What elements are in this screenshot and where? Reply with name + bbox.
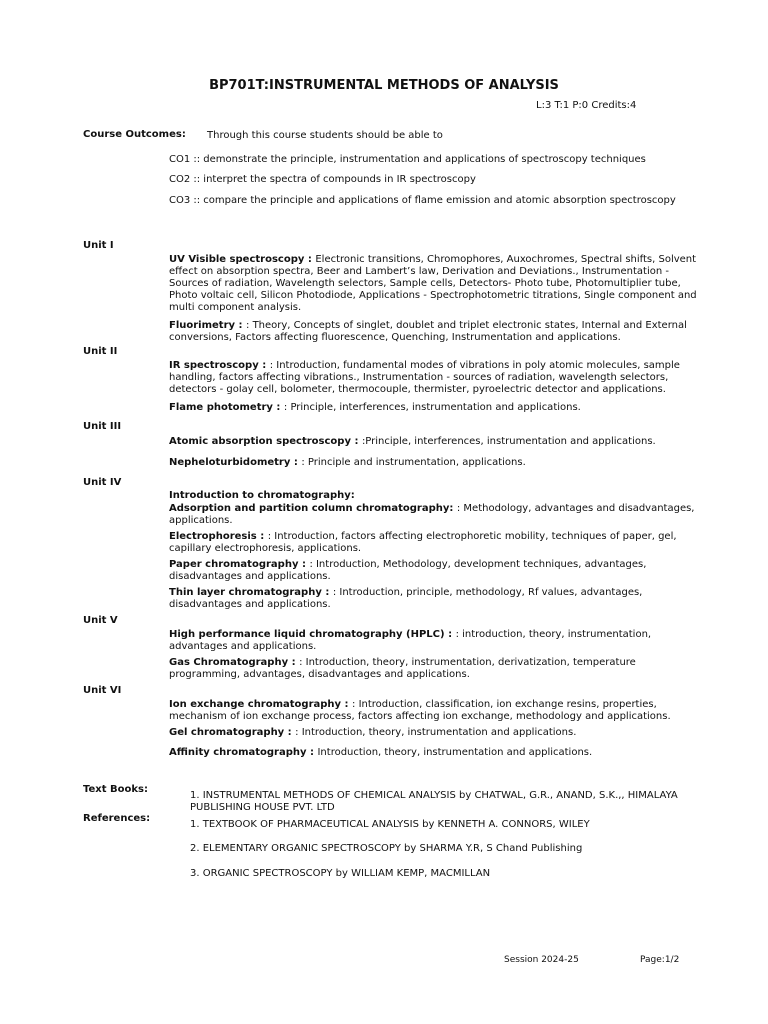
topic-head: Flame photometry : — [169, 402, 284, 413]
topic-text: : Theory, Concepts of singlet, doublet and triplet electronic states, Internal and External conversions, Factors affecting fluorescence, Quenching, Instrumentation and applications. — [169, 320, 687, 343]
topic — [169, 559, 704, 583]
text-books-label: Text Books: — [83, 784, 148, 795]
topic-head: Atomic absorption spectroscopy : — [169, 436, 362, 447]
topic-head: Adsorption and partition column chromatography: — [169, 503, 457, 514]
unit-1-topics — [169, 254, 704, 350]
topic — [169, 436, 704, 448]
topic-text: : Introduction, theory, instrumentation, derivatization, temperature programming, advantages, disadvantages and applications. — [169, 657, 636, 680]
unit-3-topics — [169, 436, 704, 475]
topic-head: Thin layer chromatography : — [169, 587, 333, 598]
topic — [169, 727, 704, 739]
text-book-item: 1. INSTRUMENTAL METHODS OF CHEMICAL ANALYSIS by CHATWAL, G.R., ANAND, S.K.,, HIMALAYA PUBLISHING HOUSE PVT. LTD — [190, 790, 678, 813]
topic-head: Introduction to chromatography: — [169, 490, 355, 501]
topic — [169, 320, 704, 344]
topic-text: :Principle, interferences, instrumentation and applications. — [361, 436, 656, 447]
topic-head: UV Visible spectroscopy : — [169, 254, 316, 265]
topic — [169, 657, 704, 681]
topic — [169, 747, 704, 759]
unit-4-topics — [169, 490, 704, 617]
topic-head: Fluorimetry : — [169, 320, 247, 331]
references-label: References: — [83, 813, 151, 824]
topic — [169, 254, 704, 314]
reference-item: 3. ORGANIC SPECTROSCOPY by WILLIAM KEMP, MACMILLAN — [190, 868, 491, 879]
topic — [169, 457, 704, 469]
topic — [169, 360, 704, 396]
reference-item: 2. ELEMENTARY ORGANIC SPECTROSCOPY by SHARMA Y.R, S Chand Publishing — [190, 843, 583, 854]
topic-text: : Introduction, factors affecting electrophoretic mobility, techniques of paper, gel, capillary electrophoresis, applications. — [169, 531, 677, 554]
unit-5-topics — [169, 629, 704, 687]
topic — [169, 503, 704, 527]
topic-head: High performance liquid chromatography (HPLC) : — [169, 629, 456, 640]
topic — [169, 531, 704, 555]
session-label: Session 2024-25 — [504, 955, 579, 965]
unit-label: Unit VI — [83, 685, 122, 696]
unit-label: Unit IV — [83, 477, 122, 488]
unit-label: Unit I — [83, 240, 114, 251]
topic — [169, 699, 704, 723]
course-outcome-2: CO2 :: interpret the spectra of compounds in IR spectroscopy — [169, 174, 476, 185]
topic-text: : Introduction, fundamental modes of vibrations in poly atomic molecules, sample handling, factors affecting vibrations., Instrumentation - sources of radiation, wavelength selectors, detectors - golay cell, bolometer, thermocouple, thermister, pyroelectric detector and applications. — [169, 360, 680, 395]
course-outcome-3: CO3 :: compare the principle and applications of flame emission and atomic absorption spectroscopy — [169, 195, 676, 206]
topic — [169, 402, 704, 414]
course-outcomes-label: Course Outcomes: — [83, 129, 186, 140]
topic-head: Gas Chromatography : — [169, 657, 300, 668]
topic-text: : Introduction, principle, methodology, Rf values, advantages, disadvantages and applications. — [169, 587, 643, 610]
unit-label: Unit V — [83, 615, 118, 626]
topic-head: Gel chromatography : — [169, 727, 296, 738]
topic-head: Ion exchange chromatography : — [169, 699, 353, 710]
topic — [169, 490, 704, 502]
topic-text: : Introduction, classification, ion exchange resins, properties, mechanism of ion exchange process, factors affecting ion exchange, methodology and applications. — [169, 699, 671, 722]
reference-item: 1. TEXTBOOK OF PHARMACEUTICAL ANALYSIS by KENNETH A. CONNORS, WILEY — [190, 819, 590, 830]
topic-head: Electrophoresis : — [169, 531, 268, 542]
topic-head: Nepheloturbidometry : — [169, 457, 302, 468]
credits-line: L:3 T:1 P:0 Credits:4 — [536, 100, 637, 111]
topic-head: Affinity chromatography : — [169, 747, 318, 758]
topic-text: : introduction, theory, instrumentation, advantages and applications. — [169, 629, 652, 652]
topic-text: Electronic transitions, Chromophores, Auxochromes, Spectral shifts, Solvent effect on absorption spectra, Beer and Lambert’s law, Derivation and Deviations., Instrumentation - Sources of radiation, Wavelength selectors, Sample cells, Detectors- Photo tube, Photomultiplier tube, Photo voltaic cell, Silicon Photodiode, Applications - Spectrophotometric titrations, Single component and multi component analysis. — [169, 254, 697, 313]
page-title: BP701T:INSTRUMENTAL METHODS OF ANALYSIS — [209, 78, 559, 93]
page-number: Page:1/2 — [640, 955, 680, 965]
topic-text: : Principle and instrumentation, applications. — [301, 457, 526, 468]
unit-label: Unit II — [83, 346, 118, 357]
topic — [169, 587, 704, 611]
unit-2-topics — [169, 360, 704, 420]
unit-6-topics — [169, 699, 704, 765]
topic-head: Paper chromatography : — [169, 559, 310, 570]
topic-text: : Introduction, theory, instrumentation and applications. — [295, 727, 577, 738]
topic-text: : Principle, interferences, instrumentation and applications. — [283, 402, 581, 413]
topic-text: : Methodology, advantages and disadvantages, applications. — [169, 503, 695, 526]
course-outcome-1: CO1 :: demonstrate the principle, instrumentation and applications of spectroscopy techniques — [169, 154, 646, 165]
topic-text: : Introduction, Methodology, development techniques, advantages, disadvantages and applications. — [169, 559, 647, 582]
topic — [169, 629, 704, 653]
topic-text: Introduction, theory, instrumentation and applications. — [317, 747, 593, 758]
topic-head: IR spectroscopy : — [169, 360, 270, 371]
unit-label: Unit III — [83, 421, 122, 432]
course-outcomes-intro: Through this course students should be able to — [207, 130, 443, 141]
